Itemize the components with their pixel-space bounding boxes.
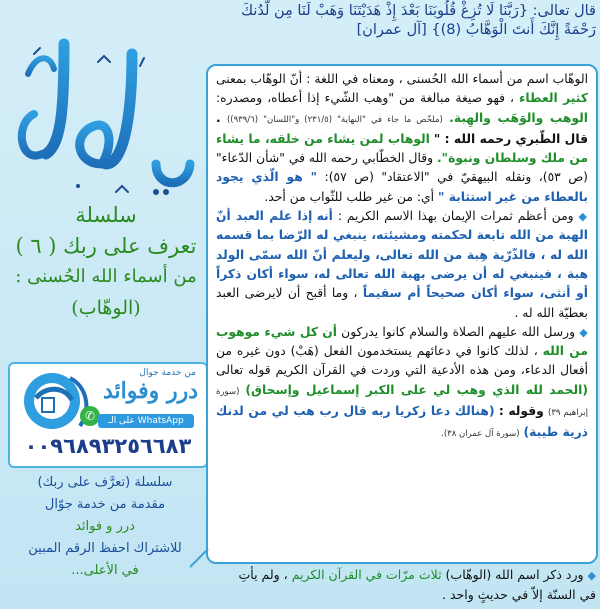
whatsapp-promo-card [8, 362, 208, 468]
quran-verse [206, 2, 596, 58]
series-line-2: تعرف على ربك ( ٦ ) [15, 234, 197, 258]
bubble-tail [188, 549, 212, 569]
citation: (سورة إبراهيم ٣٩) [216, 386, 588, 419]
article-paragraph-meaning [216, 70, 588, 207]
highlight-segment: أنه إذا علم العبد أنّ الهبة من الله تابعة لحكمته ومشيئته، ينبغي له الرّضا بما قسمه الله له ، فالذّرّية هِبة من الله تعالى، وليعلم أنّ الله سمّى الولد هبة ، فينبغي له أن يرضى بهبة الله تعالى له، سواء أكان ذكراً أو أنثى، سواء أكان صحيحاً أم سقيماً [216, 209, 588, 301]
verse-text: {رَبَّنَا لَا تُزِغْ قُلُوبَنَا بَعْدَ إِذْ هَدَيْتَنَا وَهَبْ لَنَا مِن لَّدُنكَ رَحْمَةً إِنَّكَ أَنتَ الْوَهَّابُ (8)} [241, 3, 596, 38]
verse-intro: قال تعالى: [532, 3, 596, 19]
whatsapp-icon: ✆ [80, 406, 100, 426]
text-segment: ، وما أقبح أن لايرضى العبد بعطيّة الله له . [216, 286, 588, 320]
text-segment: ، فهو صيغة مبالغة من "وهب الشّيء إذا أعطاه، ومصدره: [216, 91, 515, 106]
verse-reference: [آل عمران] [356, 22, 427, 38]
promo-desc-line-1: سلسلة (تعرَّف على ربك) [37, 475, 173, 490]
promo-desc-line-3: درر و فوائد [75, 519, 135, 534]
text-segment: أي: من غير طلب للثّواب من أحد. [264, 189, 435, 204]
series-line-1: سلسلة [75, 203, 137, 227]
quote-segment: " هو الّذي يجود بالعطاء من غير استثابة " [216, 170, 588, 204]
subscription-phone-number: ٠٠٩٦٨٩٣٢٥٦٦٨٣ [24, 434, 192, 458]
text-segment: وقوله : [498, 404, 544, 419]
diamond-bullet-icon: ◆ [587, 569, 596, 582]
highlight-segment: ثلاث مرّات في القرآن الكريم [291, 567, 442, 582]
diamond-bullet-icon: ◆ [578, 210, 588, 224]
series-title [10, 200, 202, 348]
text-segment: ورد ذكر اسم الله (الوهّاب) [445, 567, 584, 582]
text-segment: ورسل الله عليهم الصلاة والسلام كانوا يدركون [341, 324, 576, 339]
promo-brand-top: من خدمة جوال [139, 368, 196, 378]
promo-desc-line-4: للاشتراك احفظ الرقم المبين [28, 541, 182, 556]
article-paragraph-fruits [216, 207, 588, 323]
series-line-3: من أسماء الله الحُسنى : [15, 266, 197, 287]
highlight-segment: أن كل شيء موهوب من الله [216, 324, 588, 359]
text-segment: . قال الطّبري رحمه الله : " [216, 110, 588, 146]
text-segment: الوهّاب اسم من أسماء الله الحُسنى ، ومعناه في اللغة : أنّ الوهّاب بمعنى [216, 72, 588, 86]
promo-desc-line-5: في الأعلى... [71, 563, 139, 578]
text-segment: ، ولم يأتِ في السنّة إلاّ في حديثٍ واحد . [238, 567, 596, 602]
text-segment: وقال الخطّابي رحمه الله في "شأن الدّعاء" (ص ٥٣)، ونقله البيهقيّ في "الاعتقاد" (ص ٥٧): [216, 151, 588, 185]
promo-desc-line-2: مقدمة من خدمة جوّال [44, 497, 166, 512]
article-bubble [206, 64, 598, 564]
promo-brand-name: درر وفوائد [103, 378, 198, 404]
diamond-bullet-icon: ◆ [579, 325, 588, 339]
text-segment: ، لذلك كانوا في دعائهم يستخدمون الفعل (هَبْ) دون غيره من أفعال الدعاء، ومن هذه الأدعية التي وردت في القرآن الكريم قوله تعالى [216, 344, 588, 378]
quote-segment: (هنالك دعا زكريا ربه قال رب هب لي من لدنك ذرية طيبة) [216, 404, 588, 440]
al-wahhab-calligraphy [6, 14, 202, 204]
highlight-segment: الوهب والوَهَب والهِبة. [449, 110, 588, 125]
highlight-segment: الوهاب لمن يشاء من خلقه، ما يشاء من ملك وسلطان ونبوة". [216, 131, 588, 166]
text-segment: ومن أعظم ثمرات الإيمان بهذا الاسم الكريم : [337, 209, 574, 224]
highlight-segment: (الحمد لله الذي وهب لي على الكبر إسماعيل وإسحاق) [245, 382, 588, 397]
highlight-segment: كثير العطاء [519, 91, 588, 106]
article-text [216, 70, 588, 558]
footer-note [226, 565, 596, 605]
series-line-4: (الوهّاب) [71, 297, 141, 319]
citation: (ملخّص ما جاء في "النهاية" (٢٣١/٥) و"اللسان" (٩٣٩/٦)) [226, 114, 443, 125]
whatsapp-badge: على الـ WhatsApp [98, 414, 194, 428]
promo-description [10, 472, 200, 602]
citation: (سورة آل عمران ٣٨). [441, 429, 520, 440]
article-paragraph-prophets [216, 323, 588, 445]
